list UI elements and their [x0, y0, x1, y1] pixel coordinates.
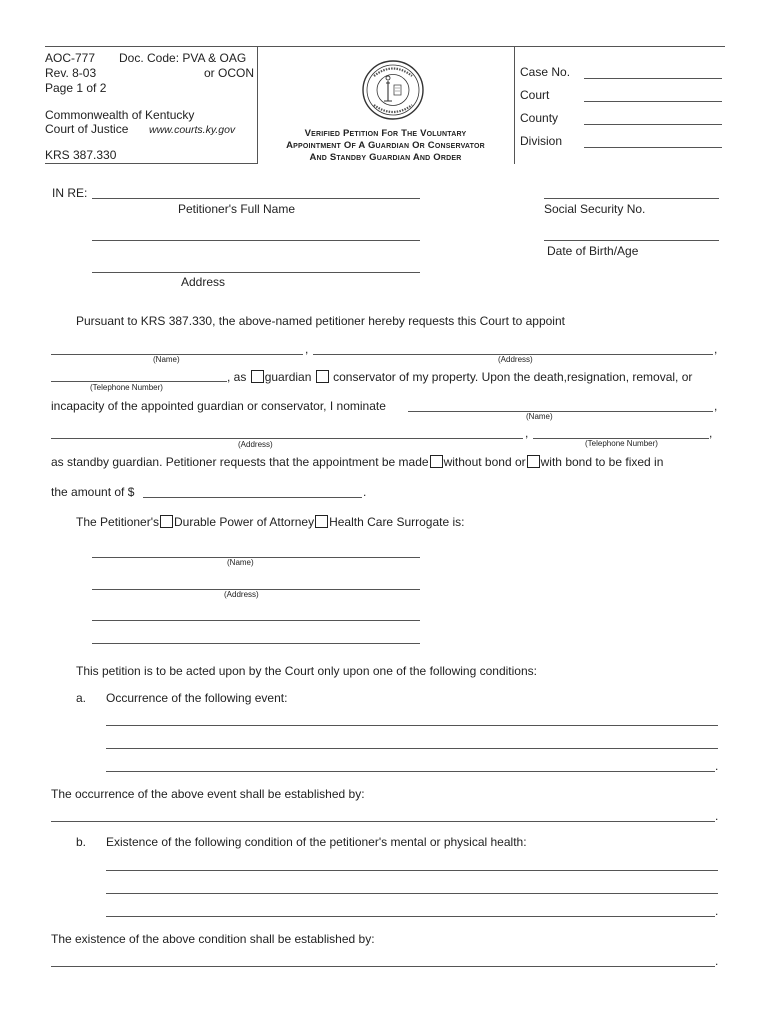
ssn-field[interactable] — [544, 198, 719, 199]
header-bottom-rule-left — [45, 163, 257, 164]
event-field-3[interactable] — [106, 771, 715, 772]
division-field[interactable] — [584, 147, 722, 148]
county-label: County — [520, 111, 559, 125]
standby-telephone-caption: (Telephone Number) — [585, 439, 658, 448]
condition-field-1[interactable] — [106, 870, 718, 871]
standby-name-caption: (Name) — [526, 412, 553, 421]
conservator-checkbox[interactable] — [316, 370, 329, 383]
case-no-field[interactable] — [584, 78, 722, 79]
in-re-label: IN RE: — [52, 186, 88, 200]
agent-line — [76, 515, 464, 529]
appointment-type-line — [227, 370, 692, 384]
with-bond-checkbox[interactable] — [527, 455, 540, 468]
hcs-label: Health Care Surrogate is: — [329, 515, 465, 529]
kentucky-seal-icon — [354, 59, 432, 121]
without-bond-checkbox[interactable] — [430, 455, 443, 468]
division-label: Division — [520, 134, 563, 148]
agent-name-field[interactable] — [92, 557, 420, 558]
petitioner-address-field-2[interactable] — [92, 272, 420, 273]
header-top-rule — [45, 46, 725, 47]
standby-name-field[interactable] — [408, 411, 713, 412]
condition-established-field[interactable] — [51, 966, 715, 967]
agent-address-field-3[interactable] — [92, 643, 420, 644]
dpoa-checkbox[interactable] — [160, 515, 173, 528]
event-field-1[interactable] — [106, 725, 718, 726]
condition-b-label: b. — [76, 835, 87, 849]
guardian-address-caption: (Address) — [498, 355, 533, 364]
standby-telephone-comma: , — [709, 426, 713, 440]
agent-address-field-2[interactable] — [92, 620, 420, 621]
with-bond-label: with bond to be fixed in — [540, 455, 664, 469]
document-title-line-2: Appointment Of A Guardian Or Conservator — [286, 140, 485, 151]
condition-field-3[interactable] — [106, 916, 715, 917]
dob-label: Date of Birth/Age — [547, 244, 639, 258]
petitioner-name-field[interactable] — [92, 198, 420, 199]
dob-field[interactable] — [544, 240, 719, 241]
event-established-field[interactable] — [51, 821, 715, 822]
document-title-line-3: And Standby Guardian And Order — [309, 152, 462, 163]
agent-address-caption: (Address) — [224, 590, 259, 599]
court-label: Court — [520, 88, 550, 102]
krs-citation: KRS 387.330 — [45, 148, 117, 162]
amount-label: the amount of $ — [51, 485, 135, 499]
agent-name-caption: (Name) — [227, 558, 254, 567]
bond-line — [51, 455, 663, 469]
standby-address-comma: , — [525, 426, 529, 440]
guardian-telephone-field[interactable] — [51, 381, 227, 382]
amount-period: . — [363, 485, 367, 499]
address-label: Address — [181, 275, 226, 289]
standby-address-field[interactable] — [51, 438, 523, 439]
petitioner-address-field-1[interactable] — [92, 240, 420, 241]
ssn-label: Social Security No. — [544, 202, 646, 216]
guardian-checkbox[interactable] — [251, 370, 264, 383]
petitioner-name-label: Petitioner's Full Name — [178, 202, 295, 216]
court-of-justice-label: Court of Justice — [45, 122, 129, 136]
standby-text: as standby guardian. Petitioner requests that the appointment be made — [51, 455, 429, 469]
guardian-label: guardian — [264, 370, 312, 384]
court-field[interactable] — [584, 101, 722, 102]
condition-a-label: a. — [76, 691, 87, 705]
document-title-line-1: Verified Petition For The Voluntary — [304, 128, 467, 139]
condition-field-2[interactable] — [106, 893, 718, 894]
guardian-name-caption: (Name) — [153, 355, 180, 364]
header-divider-right — [514, 46, 515, 164]
standby-address-caption: (Address) — [238, 440, 273, 449]
petitioners-text: The Petitioner's — [76, 515, 159, 529]
as-text: , as — [227, 370, 247, 384]
condition-established-period: . — [715, 954, 719, 968]
conditions-text: This petition is to be acted upon by the Court only upon one of the following conditions: — [76, 664, 537, 678]
court-website: www.courts.ky.gov — [149, 124, 236, 136]
pursuant-paragraph: Pursuant to KRS 387.330, the above-named petitioner hereby requests this Court to appoint — [76, 314, 565, 328]
dpoa-label: Durable Power of Attorney — [174, 515, 315, 529]
form-number: AOC-777 — [45, 51, 96, 65]
commonwealth-label: Commonwealth of Kentucky — [45, 108, 195, 122]
doc-code: Doc. Code: PVA & OAG — [119, 51, 247, 65]
or-ocon: or OCON — [204, 66, 255, 80]
name-comma: , — [305, 342, 309, 356]
event-period: . — [715, 759, 719, 773]
condition-a-text: Occurrence of the following event: — [106, 691, 288, 705]
event-established-text: The occurrence of the above event shall be established by: — [51, 787, 365, 801]
bond-amount-field[interactable] — [143, 497, 362, 498]
address-comma: , — [714, 342, 718, 356]
guardian-telephone-caption: (Telephone Number) — [90, 383, 163, 392]
case-no-label: Case No. — [520, 65, 571, 79]
page-number: Page 1 of 2 — [45, 81, 107, 95]
revision: Rev. 8-03 — [45, 66, 97, 80]
incapacity-text: incapacity of the appointed guardian or conservator, I nominate — [51, 399, 386, 413]
county-field[interactable] — [584, 124, 722, 125]
event-established-period: . — [715, 809, 719, 823]
without-bond-label: without bond or — [443, 455, 526, 469]
event-field-2[interactable] — [106, 748, 718, 749]
condition-b-text: Existence of the following condition of the petitioner's mental or physical health: — [106, 835, 527, 849]
condition-established-text: The existence of the above condition shall be established by: — [51, 932, 375, 946]
hcs-checkbox[interactable] — [315, 515, 328, 528]
condition-period: . — [715, 904, 719, 918]
standby-name-comma: , — [714, 399, 718, 413]
conservator-text: conservator of my property. Upon the death,resignation, removal, or — [333, 370, 693, 384]
